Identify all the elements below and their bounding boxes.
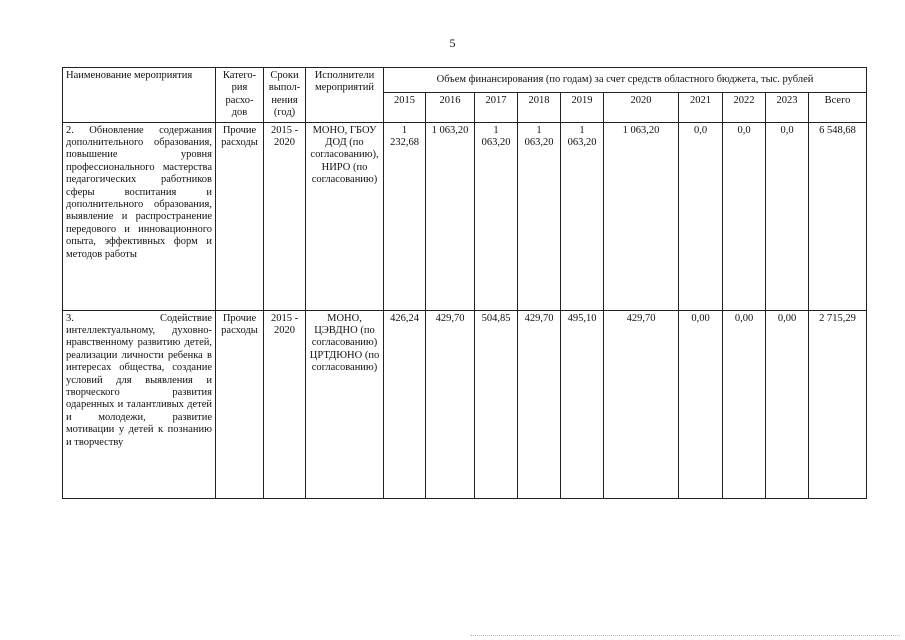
funding-table <box>62 67 867 499</box>
value-cell: 0,0 <box>723 122 766 310</box>
value-cell: 1 063,20 <box>475 122 518 310</box>
header-terms: Сроки выпол-нения (год) <box>264 68 306 123</box>
value-cell: 0,00 <box>766 310 809 498</box>
executors-cell: МОНО, ЦЭВДНО (по согласованию) ЦРТДЮНО (по согласованию) <box>306 310 384 498</box>
table-row <box>63 310 867 498</box>
value-cell: 504,85 <box>475 310 518 498</box>
total-cell: 6 548,68 <box>809 122 867 310</box>
year-header: 2016 <box>426 93 475 123</box>
year-header: 2015 <box>384 93 426 123</box>
value-cell: 426,24 <box>384 310 426 498</box>
value-cell: 0,0 <box>766 122 809 310</box>
footer-divider <box>470 635 900 638</box>
value-cell: 429,70 <box>426 310 475 498</box>
year-header: 2022 <box>723 93 766 123</box>
value-cell: 429,70 <box>604 310 679 498</box>
year-header: 2017 <box>475 93 518 123</box>
header-funding: Объем финансирования (по годам) за счет средств областного бюджета, тыс. рублей <box>384 68 867 93</box>
value-cell: 495,10 <box>561 310 604 498</box>
year-header: 2023 <box>766 93 809 123</box>
total-cell: 2 715,29 <box>809 310 867 498</box>
value-cell: 1 063,20 <box>604 122 679 310</box>
category-cell: Прочие расходы <box>216 310 264 498</box>
header-name: Наименование мероприятия <box>63 68 216 123</box>
header-row <box>63 68 867 93</box>
value-cell: 1 063,20 <box>518 122 561 310</box>
value-cell: 1 232,68 <box>384 122 426 310</box>
year-header: 2019 <box>561 93 604 123</box>
terms-cell: 2015 - 2020 <box>264 310 306 498</box>
executors-cell: МОНО, ГБОУ ДОД (по согласованию), НИРО (по согласованию) <box>306 122 384 310</box>
category-cell: Прочие расходы <box>216 122 264 310</box>
value-cell: 0,00 <box>723 310 766 498</box>
terms-cell: 2015 - 2020 <box>264 122 306 310</box>
event-name-cell: 3. Содействие интеллектуальному, духовно-нравственному развитию детей, реализации личности ребенка в интересах общества, создание условий для выявления и творческого развития одаренных и талантливых детей и молодежи, развитие мотивации у детей к познанию и творчеству <box>63 310 216 498</box>
value-cell: 429,70 <box>518 310 561 498</box>
value-cell: 1 063,20 <box>561 122 604 310</box>
value-cell: 0,00 <box>679 310 723 498</box>
value-cell: 0,0 <box>679 122 723 310</box>
value-cell: 1 063,20 <box>426 122 475 310</box>
year-header: 2020 <box>604 93 679 123</box>
header-category: Катего-рия расхо-дов <box>216 68 264 123</box>
year-header: 2018 <box>518 93 561 123</box>
event-name-cell: 2. Обновление содержания дополнительного образования, повышение уровня профессионального мастерства педагогических работников сферы воспитания и дополнительного образования, выявление и распространение передового и инновационного опыта, эффективных форм и методов работы <box>63 122 216 310</box>
total-header: Всего <box>809 93 867 123</box>
table-row <box>63 122 867 310</box>
header-executors: Исполнители мероприятий <box>306 68 384 123</box>
year-header: 2021 <box>679 93 723 123</box>
page-number: 5 <box>449 36 456 50</box>
